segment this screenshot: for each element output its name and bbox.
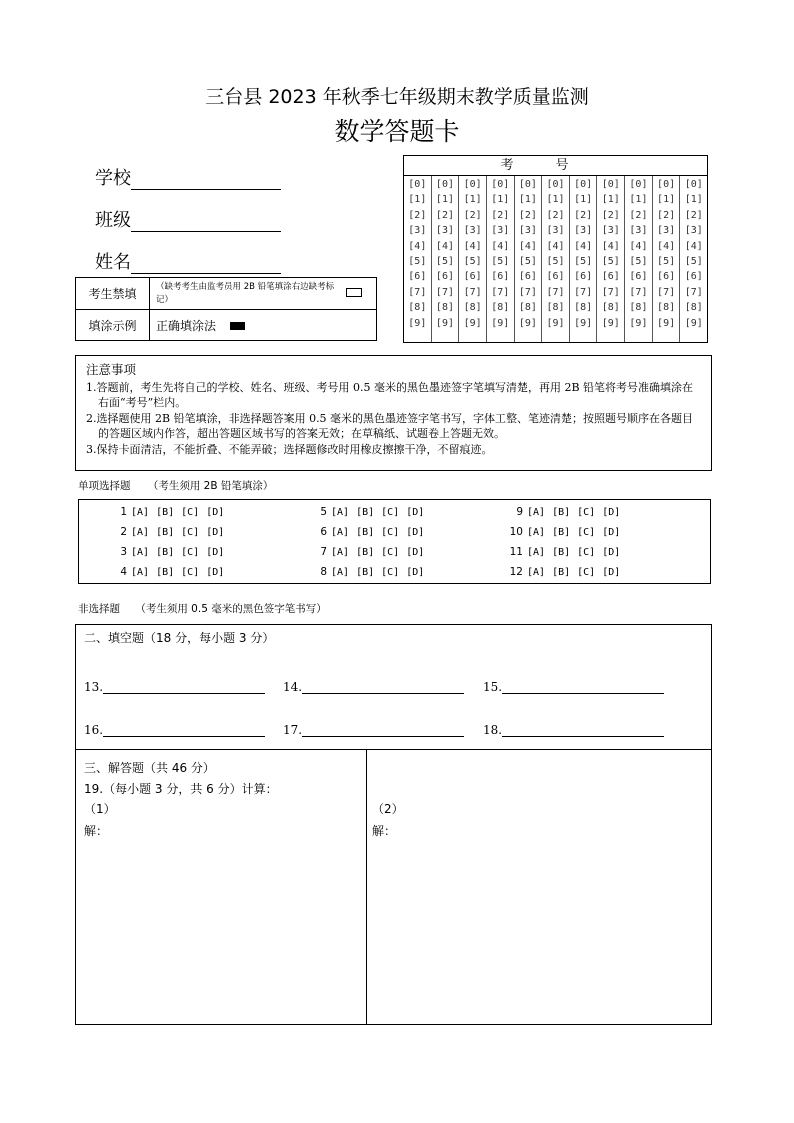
exam-id-bubble[interactable]: [1] xyxy=(491,194,510,206)
mc-option-bubble[interactable]: [A] xyxy=(527,527,546,538)
exam-id-bubble[interactable]: [4] xyxy=(657,240,676,252)
exam-id-bubble[interactable]: [8] xyxy=(546,302,565,314)
exam-id-bubble[interactable]: [2] xyxy=(408,209,427,221)
exam-id-bubble[interactable]: [5] xyxy=(463,255,482,267)
exam-id-bubble[interactable]: [8] xyxy=(518,302,537,314)
mc-option-bubble[interactable]: [A] xyxy=(131,567,150,578)
exam-id-bubble[interactable]: [5] xyxy=(518,255,537,267)
mc-question-number: 8 xyxy=(320,566,327,578)
mc-option-bubble[interactable]: [B] xyxy=(356,547,375,558)
exam-id-bubble[interactable]: [0] xyxy=(684,179,703,190)
mc-option-bubble[interactable]: [C] xyxy=(381,507,400,518)
solution-label: 解： xyxy=(372,824,397,838)
exam-id-bubble[interactable]: [9] xyxy=(546,317,565,329)
mc-question-row xyxy=(311,506,431,518)
mc-option-bubble[interactable]: [B] xyxy=(156,527,175,538)
exam-id-bubble[interactable]: [5] xyxy=(574,255,593,267)
exam-id-bubble[interactable]: [6] xyxy=(684,271,703,283)
blank-line[interactable] xyxy=(302,679,464,694)
non-mc-instruction: （考生须用 0.5 毫米的黑色签字笔书写） xyxy=(135,603,327,615)
exam-id-bubble[interactable]: [8] xyxy=(657,302,676,314)
mc-question-number: 6 xyxy=(320,526,327,538)
blank-number: 18. xyxy=(483,723,503,737)
exam-id-column xyxy=(459,176,487,342)
exam-id-bubble[interactable]: [1] xyxy=(463,194,482,206)
blank-14[interactable] xyxy=(283,679,464,694)
exam-id-bubble[interactable]: [3] xyxy=(684,225,703,237)
exam-id-bubble[interactable]: [9] xyxy=(684,317,703,329)
note-item: 3.保持卡面清洁，不能折叠、不能弄破；选择题修改时用橡皮擦擦干净，不留痕迹。 xyxy=(86,442,493,456)
mc-option-bubble[interactable]: [A] xyxy=(527,547,546,558)
mc-option-bubble[interactable]: [D] xyxy=(206,527,225,538)
mc-label: 单项选择题 xyxy=(78,480,131,492)
mc-option-bubble[interactable]: [C] xyxy=(381,567,400,578)
exam-id-bubble[interactable]: [7] xyxy=(684,286,703,298)
mc-option-bubble[interactable]: [B] xyxy=(156,507,175,518)
mc-question-number: 9 xyxy=(516,506,523,518)
mc-section-header xyxy=(78,478,273,493)
exam-id-bubble[interactable]: [1] xyxy=(601,194,620,206)
blank-number: 13. xyxy=(84,680,104,694)
mc-option-bubble[interactable]: [A] xyxy=(131,527,150,538)
exam-id-bubble[interactable]: [7] xyxy=(408,286,427,298)
exam-id-bubble[interactable]: [8] xyxy=(408,302,427,314)
absence-note: （缺考考生由监考员用 2B 铅笔填涂右边缺考标记） xyxy=(156,282,335,305)
exam-id-bubble[interactable]: [6] xyxy=(574,271,593,283)
exam-id-bubble[interactable]: [1] xyxy=(518,194,537,206)
name-field[interactable] xyxy=(95,248,281,274)
blank-16[interactable] xyxy=(84,722,265,737)
blank-17[interactable] xyxy=(283,722,464,737)
mc-option-bubble[interactable]: [D] xyxy=(206,547,225,558)
exam-id-title: 考号 xyxy=(404,156,707,176)
mc-option-bubble[interactable]: [D] xyxy=(602,507,621,518)
exam-id-bubble[interactable]: [2] xyxy=(491,209,510,221)
mc-option-bubble[interactable]: [C] xyxy=(181,527,200,538)
section-divider xyxy=(76,749,711,750)
exam-id-bubble[interactable]: [8] xyxy=(684,302,703,314)
blank-18[interactable] xyxy=(483,722,664,737)
blank-number: 16. xyxy=(84,723,104,737)
exam-id-bubble[interactable]: [1] xyxy=(684,194,703,206)
mc-question-number: 12 xyxy=(509,566,523,578)
blank-line[interactable] xyxy=(302,722,464,737)
exam-id-bubble[interactable]: [0] xyxy=(629,179,648,190)
mc-option-bubble[interactable]: [B] xyxy=(552,567,571,578)
exam-id-bubble[interactable]: [3] xyxy=(574,225,593,237)
blank-15[interactable] xyxy=(483,679,664,694)
exam-id-bubble[interactable]: [3] xyxy=(629,225,648,237)
exam-id-bubble[interactable]: [9] xyxy=(491,317,510,329)
exam-id-bubble[interactable]: [5] xyxy=(435,255,454,267)
blank-number: 14. xyxy=(283,680,303,694)
exam-id-bubble[interactable]: [4] xyxy=(629,240,648,252)
exam-id-bubble[interactable]: [4] xyxy=(518,240,537,252)
exam-id-bubble[interactable]: [6] xyxy=(408,271,427,283)
q19-part2: （2） xyxy=(372,802,404,816)
q19-part1: （1） xyxy=(84,802,116,816)
class-label: 班级 xyxy=(95,210,131,231)
mc-question-number: 5 xyxy=(320,506,327,518)
exam-id-bubble[interactable]: [7] xyxy=(657,286,676,298)
exam-id-bubble[interactable]: [2] xyxy=(574,209,593,221)
mc-option-bubble[interactable]: [C] xyxy=(181,547,200,558)
exam-id-bubble[interactable]: [7] xyxy=(574,286,593,298)
name-line[interactable] xyxy=(131,255,281,274)
exam-title: 三台县 2023 年秋季七年级期末教学质量监测 xyxy=(205,86,589,108)
mc-option-bubble[interactable]: [D] xyxy=(206,507,225,518)
exam-id-bubble[interactable]: [5] xyxy=(629,255,648,267)
class-field[interactable] xyxy=(95,206,281,232)
notes-title: 注意事项 xyxy=(86,362,137,377)
exam-id-bubble[interactable]: [9] xyxy=(408,317,427,329)
exam-id-bubble[interactable]: [1] xyxy=(546,194,565,206)
exam-id-bubble[interactable]: [7] xyxy=(601,286,620,298)
exam-id-bubble[interactable]: [0] xyxy=(601,179,620,190)
absence-label: 考生禁填 xyxy=(76,278,150,309)
exam-id-bubble[interactable]: [0] xyxy=(491,179,510,190)
school-line[interactable] xyxy=(131,171,281,190)
exam-id-bubble[interactable]: [3] xyxy=(463,225,482,237)
exam-id-bubble[interactable]: [4] xyxy=(435,240,454,252)
exam-id-bubble[interactable]: [3] xyxy=(601,225,620,237)
mc-option-bubble[interactable]: [C] xyxy=(181,507,200,518)
exam-id-column xyxy=(653,176,681,342)
mc-option-bubble[interactable]: [D] xyxy=(602,547,621,558)
exam-id-bubble[interactable]: [6] xyxy=(657,271,676,283)
exam-id-bubble[interactable]: [0] xyxy=(657,179,676,190)
absence-table xyxy=(75,277,377,341)
exam-id-column xyxy=(680,176,707,342)
mc-option-bubble[interactable]: [B] xyxy=(552,507,571,518)
exam-id-bubble[interactable]: [7] xyxy=(629,286,648,298)
exam-id-column xyxy=(487,176,515,342)
exam-id-bubble[interactable]: [8] xyxy=(629,302,648,314)
exam-id-bubble[interactable]: [9] xyxy=(657,317,676,329)
exam-id-bubble[interactable]: [4] xyxy=(408,240,427,252)
mc-question-row xyxy=(507,566,627,578)
mc-option-bubble[interactable]: [D] xyxy=(602,567,621,578)
exam-id-bubble[interactable]: [6] xyxy=(463,271,482,283)
mc-option-bubble[interactable]: [B] xyxy=(356,507,375,518)
exam-id-bubble[interactable]: [9] xyxy=(601,317,620,329)
exam-id-column xyxy=(597,176,625,342)
mc-option-bubble[interactable]: [D] xyxy=(602,527,621,538)
mc-option-bubble[interactable]: [A] xyxy=(331,507,350,518)
mc-option-bubble[interactable]: [D] xyxy=(406,507,425,518)
exam-id-column xyxy=(404,176,432,342)
mc-question-number: 4 xyxy=(120,566,127,578)
fill-blank-title: 二、填空题（18 分，每小题 3 分） xyxy=(84,631,275,645)
mc-question-row xyxy=(507,526,627,538)
exam-id-bubble[interactable]: [9] xyxy=(629,317,648,329)
exam-id-bubble[interactable]: [2] xyxy=(684,209,703,221)
exam-id-bubble[interactable]: [3] xyxy=(435,225,454,237)
mc-option-bubble[interactable]: [C] xyxy=(577,547,596,558)
exam-id-bubble[interactable]: [0] xyxy=(518,179,537,190)
exam-id-bubble[interactable]: [1] xyxy=(435,194,454,206)
answer-space-2[interactable] xyxy=(372,840,707,1020)
mc-question-number: 2 xyxy=(120,526,127,538)
exam-id-column xyxy=(432,176,460,342)
exam-id-bubble[interactable]: [1] xyxy=(574,194,593,206)
exam-id-bubble[interactable]: [0] xyxy=(546,179,565,190)
mc-option-bubble[interactable]: [C] xyxy=(577,527,596,538)
non-mc-section-header xyxy=(78,601,327,616)
exam-id-bubble[interactable]: [5] xyxy=(657,255,676,267)
exam-id-bubble[interactable]: [4] xyxy=(574,240,593,252)
mc-option-bubble[interactable]: [A] xyxy=(131,507,150,518)
exam-id-bubble[interactable]: [2] xyxy=(546,209,565,221)
exam-id-bubble[interactable]: [3] xyxy=(518,225,537,237)
exam-id-bubble[interactable]: [7] xyxy=(491,286,510,298)
mc-option-bubble[interactable]: [B] xyxy=(356,527,375,538)
exam-id-bubble[interactable]: [9] xyxy=(463,317,482,329)
exam-id-column xyxy=(515,176,543,342)
exam-id-bubble[interactable]: [1] xyxy=(657,194,676,206)
notes-box xyxy=(75,355,712,471)
mc-question-number: 7 xyxy=(320,546,327,558)
mc-option-bubble[interactable]: [A] xyxy=(331,567,350,578)
exam-id-bubble[interactable]: [9] xyxy=(574,317,593,329)
answer-area xyxy=(75,624,712,1025)
mc-option-bubble[interactable]: [C] xyxy=(577,507,596,518)
example-text: 正确填涂法 xyxy=(156,319,217,333)
mc-question-number: 1 xyxy=(120,506,127,518)
mc-question-number: 3 xyxy=(120,546,127,558)
mc-question-row xyxy=(507,546,627,558)
exam-id-bubble[interactable]: [3] xyxy=(657,225,676,237)
exam-id-bubble[interactable]: [0] xyxy=(408,179,427,190)
exam-id-bubble[interactable]: [8] xyxy=(435,302,454,314)
exam-id-bubble[interactable]: [4] xyxy=(546,240,565,252)
card-title: 数学答题卡 xyxy=(334,117,460,146)
blank-line[interactable] xyxy=(103,679,265,694)
mc-question-number: 11 xyxy=(509,546,523,558)
exam-id-bubble[interactable]: [0] xyxy=(574,179,593,190)
exam-id-bubble[interactable]: [5] xyxy=(546,255,565,267)
exam-id-bubble[interactable]: [6] xyxy=(629,271,648,283)
mc-option-bubble[interactable]: [D] xyxy=(206,567,225,578)
name-label: 姓名 xyxy=(95,252,131,273)
exam-id-bubble[interactable]: [2] xyxy=(518,209,537,221)
exam-id-bubble[interactable]: [4] xyxy=(491,240,510,252)
blank-number: 15. xyxy=(483,680,503,694)
mc-question-row xyxy=(311,546,431,558)
mc-option-bubble[interactable]: [A] xyxy=(131,547,150,558)
exam-id-column xyxy=(570,176,598,342)
mc-option-bubble[interactable]: [B] xyxy=(156,547,175,558)
mc-option-bubble[interactable]: [D] xyxy=(406,527,425,538)
solve-title: 三、解答题（共 46 分） xyxy=(84,761,215,775)
mc-option-bubble[interactable]: [A] xyxy=(527,567,546,578)
exam-id-box xyxy=(403,155,708,343)
mc-answer-box xyxy=(78,499,711,584)
exam-id-bubble[interactable]: [2] xyxy=(435,209,454,221)
blank-number: 17. xyxy=(283,723,303,737)
mc-option-bubble[interactable]: [C] xyxy=(577,567,596,578)
exam-id-bubble[interactable]: [1] xyxy=(629,194,648,206)
mc-question-row xyxy=(111,526,231,538)
filled-example-mark xyxy=(230,322,245,330)
exam-id-bubble[interactable]: [8] xyxy=(574,302,593,314)
non-mc-label: 非选择题 xyxy=(78,603,120,615)
mc-question-row xyxy=(507,506,627,518)
exam-id-column xyxy=(542,176,570,342)
solution-label: 解： xyxy=(84,824,109,838)
exam-id-bubble[interactable]: [7] xyxy=(435,286,454,298)
exam-id-bubble[interactable]: [6] xyxy=(546,271,565,283)
exam-id-bubble[interactable]: [7] xyxy=(518,286,537,298)
exam-id-bubble[interactable]: [5] xyxy=(408,255,427,267)
exam-id-bubble[interactable]: [5] xyxy=(491,255,510,267)
note-item: 2.选择题使用 2B 铅笔填涂，非选择题答案用 0.5 毫米的黑色墨迹签字笔书写，字体工整、笔迹清楚；按照题号顺序在各题目的答题区域内作答，超出答题区域书写的答案无效；在草稿纸、试题卷上答题无效。 xyxy=(86,411,694,440)
mc-option-bubble[interactable]: [A] xyxy=(331,547,350,558)
exam-id-bubble[interactable]: [5] xyxy=(601,255,620,267)
exam-id-grid xyxy=(404,176,707,342)
mc-option-bubble[interactable]: [D] xyxy=(406,547,425,558)
exam-id-bubble[interactable]: [3] xyxy=(408,225,427,237)
answer-space-1[interactable] xyxy=(84,840,359,1020)
exam-id-bubble[interactable]: [8] xyxy=(601,302,620,314)
blank-line[interactable] xyxy=(502,722,664,737)
mc-option-bubble[interactable]: [A] xyxy=(331,527,350,538)
exam-id-bubble[interactable]: [1] xyxy=(408,194,427,206)
exam-id-bubble[interactable]: [6] xyxy=(518,271,537,283)
exam-id-bubble[interactable]: [9] xyxy=(518,317,537,329)
school-field[interactable] xyxy=(95,164,281,190)
exam-id-bubble[interactable]: [6] xyxy=(435,271,454,283)
mc-option-bubble[interactable]: [B] xyxy=(552,527,571,538)
mc-question-row xyxy=(311,566,431,578)
mc-option-bubble[interactable]: [C] xyxy=(181,567,200,578)
exam-id-bubble[interactable]: [3] xyxy=(546,225,565,237)
exam-id-bubble[interactable]: [8] xyxy=(463,302,482,314)
mc-question-row xyxy=(111,566,231,578)
mc-option-bubble[interactable]: [B] xyxy=(356,567,375,578)
exam-id-column xyxy=(625,176,653,342)
mc-option-bubble[interactable]: [C] xyxy=(381,547,400,558)
absence-mark-box[interactable] xyxy=(346,288,362,297)
q19-text: 19.（每小题 3 分，共 6 分）计算： xyxy=(84,782,278,796)
mc-option-bubble[interactable]: [A] xyxy=(527,507,546,518)
exam-id-bubble[interactable]: [8] xyxy=(491,302,510,314)
exam-id-bubble[interactable]: [6] xyxy=(601,271,620,283)
school-label: 学校 xyxy=(95,168,131,189)
mc-option-bubble[interactable]: [B] xyxy=(552,547,571,558)
exam-id-bubble[interactable]: [4] xyxy=(463,240,482,252)
exam-id-bubble[interactable]: [7] xyxy=(546,286,565,298)
mc-option-bubble[interactable]: [B] xyxy=(156,567,175,578)
blank-line[interactable] xyxy=(103,722,265,737)
exam-id-bubble[interactable]: [2] xyxy=(463,209,482,221)
mc-question-row xyxy=(111,546,231,558)
exam-id-bubble[interactable]: [2] xyxy=(657,209,676,221)
blank-line[interactable] xyxy=(502,679,664,694)
exam-id-bubble[interactable]: [4] xyxy=(684,240,703,252)
blank-13[interactable] xyxy=(84,679,265,694)
mc-option-bubble[interactable]: [C] xyxy=(381,527,400,538)
exam-id-bubble[interactable]: [9] xyxy=(435,317,454,329)
mc-question-row xyxy=(311,526,431,538)
exam-id-bubble[interactable]: [0] xyxy=(463,179,482,190)
mc-instruction: （考生须用 2B 铅笔填涂） xyxy=(147,480,274,492)
mc-question-row xyxy=(111,506,231,518)
mc-option-bubble[interactable]: [D] xyxy=(406,567,425,578)
exam-id-bubble[interactable]: [7] xyxy=(463,286,482,298)
exam-id-bubble[interactable]: [0] xyxy=(435,179,454,190)
class-line[interactable] xyxy=(131,213,281,232)
exam-id-bubble[interactable]: [2] xyxy=(629,209,648,221)
exam-id-bubble[interactable]: [3] xyxy=(491,225,510,237)
exam-id-bubble[interactable]: [2] xyxy=(601,209,620,221)
exam-id-bubble[interactable]: [6] xyxy=(491,271,510,283)
exam-id-bubble[interactable]: [4] xyxy=(601,240,620,252)
mc-question-number: 10 xyxy=(509,526,523,538)
column-divider xyxy=(366,749,367,1025)
note-item: 1.答题前，考生先将自己的学校、姓名、班级、考号用 0.5 毫米的黑色墨迹签字笔填写清楚，再用 2B 铅笔将考号准确填涂在右面“考号”栏内。 xyxy=(86,380,694,409)
example-label: 填涂示例 xyxy=(76,310,150,341)
exam-id-bubble[interactable]: [5] xyxy=(684,255,703,267)
